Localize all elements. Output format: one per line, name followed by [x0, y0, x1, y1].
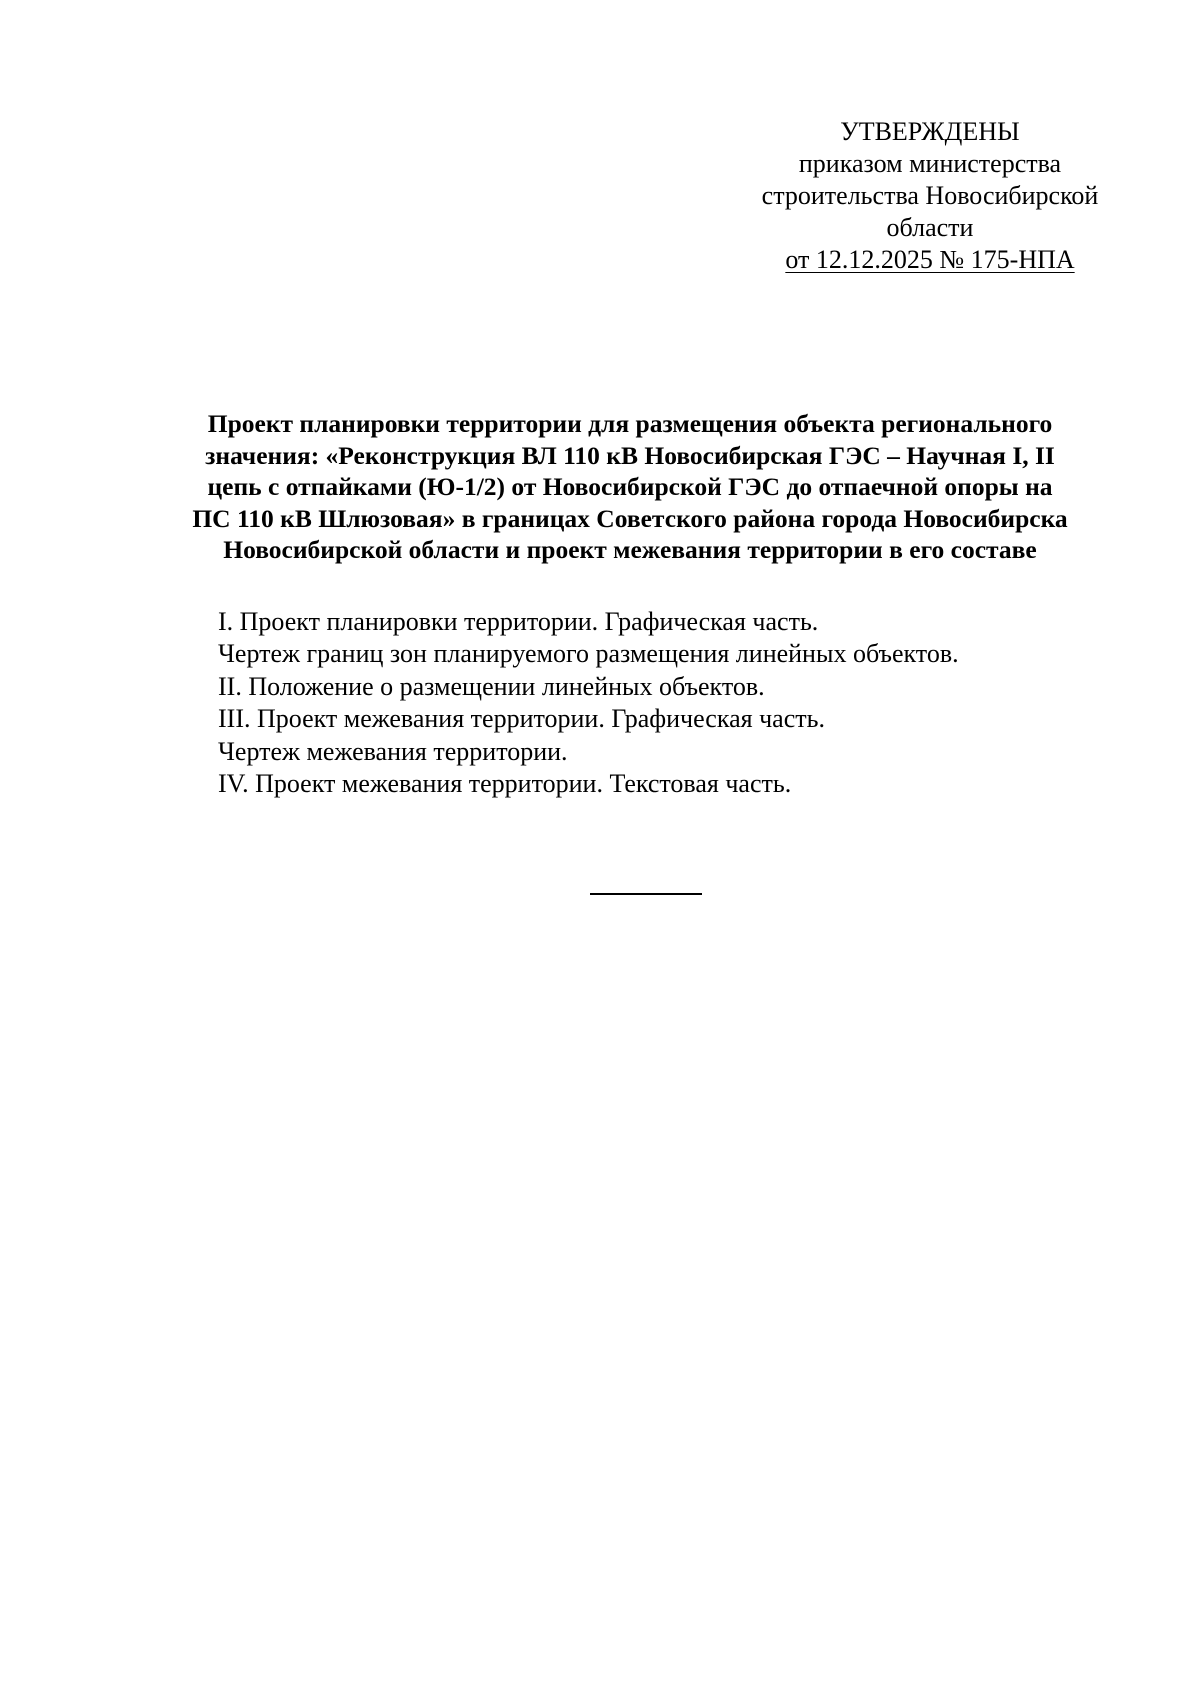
contents-item-planning-graphic: I. Проект планировки территории. Графическая часть.: [218, 607, 819, 636]
approval-line-order: приказом министерства: [798, 149, 1062, 178]
document-title: [130, 408, 1130, 566]
approval-line-region: области: [886, 213, 974, 242]
approval-stamp: [720, 116, 1140, 276]
approval-line-ministry: строительства Новосибирской: [761, 181, 1099, 210]
approval-order-reference: от 12.12.2025 № 175-НПА: [785, 245, 1075, 274]
approval-heading: УТВЕРЖДЕНЫ: [840, 117, 1020, 146]
end-of-document-rule: [590, 893, 702, 895]
contents-list: [218, 606, 1118, 800]
title-line: Новосибирской области и проект межевания территории в его составе: [223, 535, 1037, 564]
contents-item-surveying-text: IV. Проект межевания территории. Текстовая часть.: [218, 769, 792, 799]
contents-item-placement-regulation: II. Положение о размещении линейных объектов.: [218, 671, 765, 701]
contents-item-zones-drawing: Чертеж границ зон планируемого размещения линейных объектов.: [218, 639, 959, 669]
contents-item-surveying-drawing: Чертеж межевания территории.: [218, 736, 568, 766]
title-line: цепь с отпайками (Ю-1/2) от Новосибирской ГЭС до отпаечной опоры на: [207, 472, 1053, 501]
title-line: значения: «Реконструкция ВЛ 110 кВ Новосибирская ГЭС – Научная I, II: [205, 440, 1055, 470]
title-line: ПС 110 кВ Шлюзовая» в границах Советского района города Новосибирска: [192, 503, 1068, 533]
title-line: Проект планировки территории для размещения объекта регионального: [207, 409, 1053, 438]
contents-item-surveying-graphic: III. Проект межевания территории. Графическая часть.: [218, 704, 825, 734]
